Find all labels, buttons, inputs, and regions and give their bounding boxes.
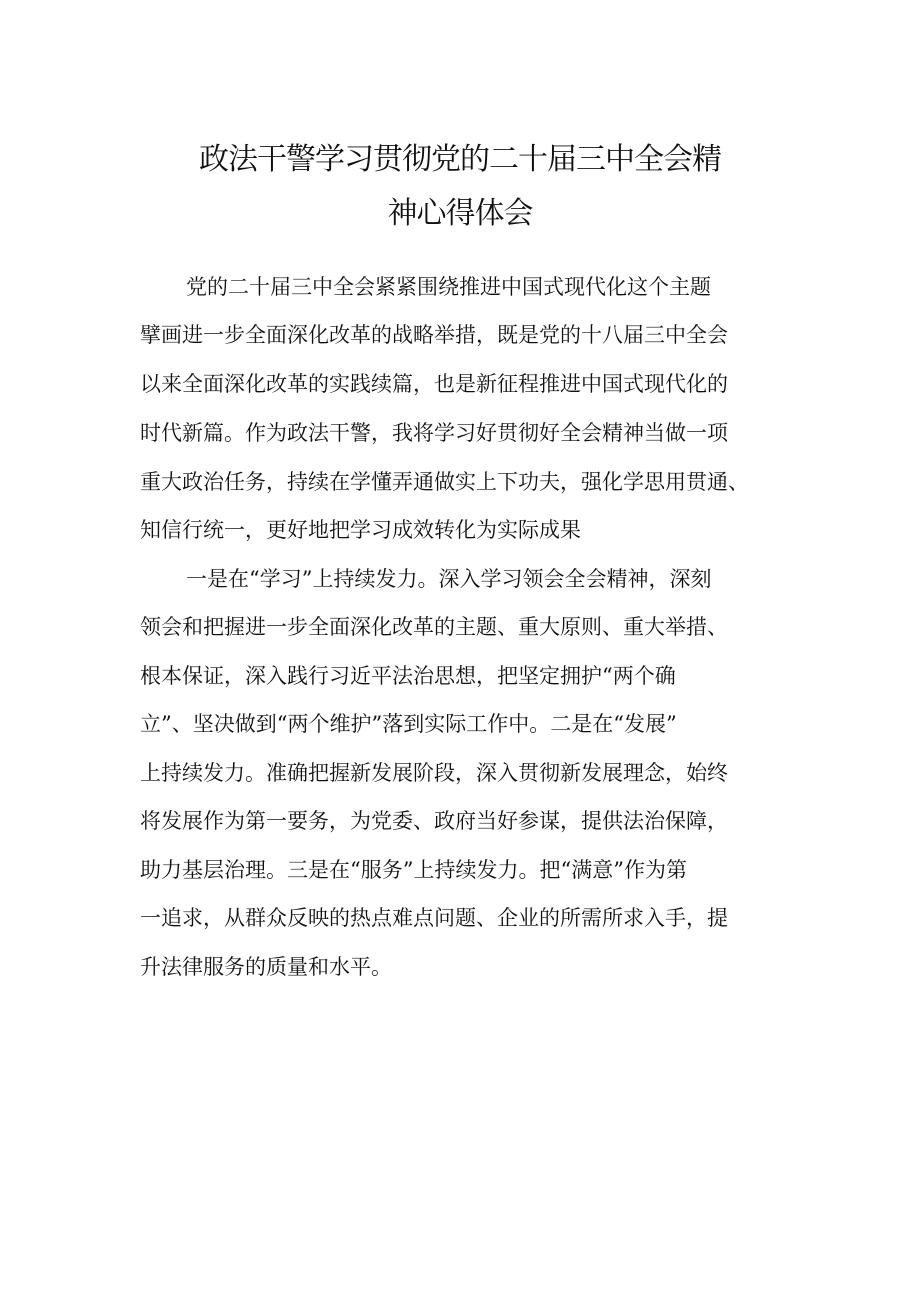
- paragraph-2-line-3: 根本保证，深入践行习近平法治思想，把坚定拥护“两个确: [140, 664, 676, 688]
- document-title-line-1: 政法干警学习贯彻党的二十届三中全会精: [199, 142, 721, 177]
- paragraph-1-line-4: 时代新篇。作为政法干警，我将学习好贯彻好全会精神当做一项: [140, 421, 728, 445]
- paragraph-1-line-1: 党的二十届三中全会紧紧围绕推进中国式现代化这个主题: [186, 275, 711, 299]
- paragraph-2-line-5: 上持续发力。准确把握新发展阶段，深入贯彻新发展理念，始终: [140, 761, 728, 785]
- paragraph-2-line-9: 升法律服务的质量和水平。: [140, 955, 392, 979]
- paragraph-2-line-6: 将发展作为第一要务，为党委、政府当好参谋，提供法治保障，: [140, 809, 728, 833]
- paragraph-2-line-4: 立”、坚决做到“两个维护”落到实际工作中。二是在“发展”: [140, 712, 677, 736]
- paragraph-1-line-6: 知信行统一，更好地把学习成效转化为实际成果: [140, 518, 581, 542]
- paragraph-2-line-2: 领会和把握进一步全面深化改革的主题、重大原则、重大举措、: [140, 615, 728, 639]
- paragraph-2-line-7: 助力基层治理。三是在“服务”上持续发力。把“满意”作为第: [140, 858, 687, 882]
- paragraph-2-line-1: 一是在“学习”上持续发力。深入学习领会全会精神，深刻: [186, 567, 712, 591]
- paragraph-1-line-2: 擘画进一步全面深化改革的战略举措，既是党的十八届三中全会: [140, 323, 728, 347]
- paragraph-1-line-5: 重大政治任务，持续在学懂弄通做实上下功夫，强化学思用贯通、: [140, 470, 749, 494]
- paragraph-1-line-3: 以来全面深化改革的实践续篇，也是新征程推进中国式现代化的: [140, 372, 728, 396]
- paragraph-2-line-8: 一追求，从群众反映的热点难点问题、企业的所需所求入手，提: [140, 906, 728, 930]
- document-title-line-2: 神心得体会: [387, 196, 533, 231]
